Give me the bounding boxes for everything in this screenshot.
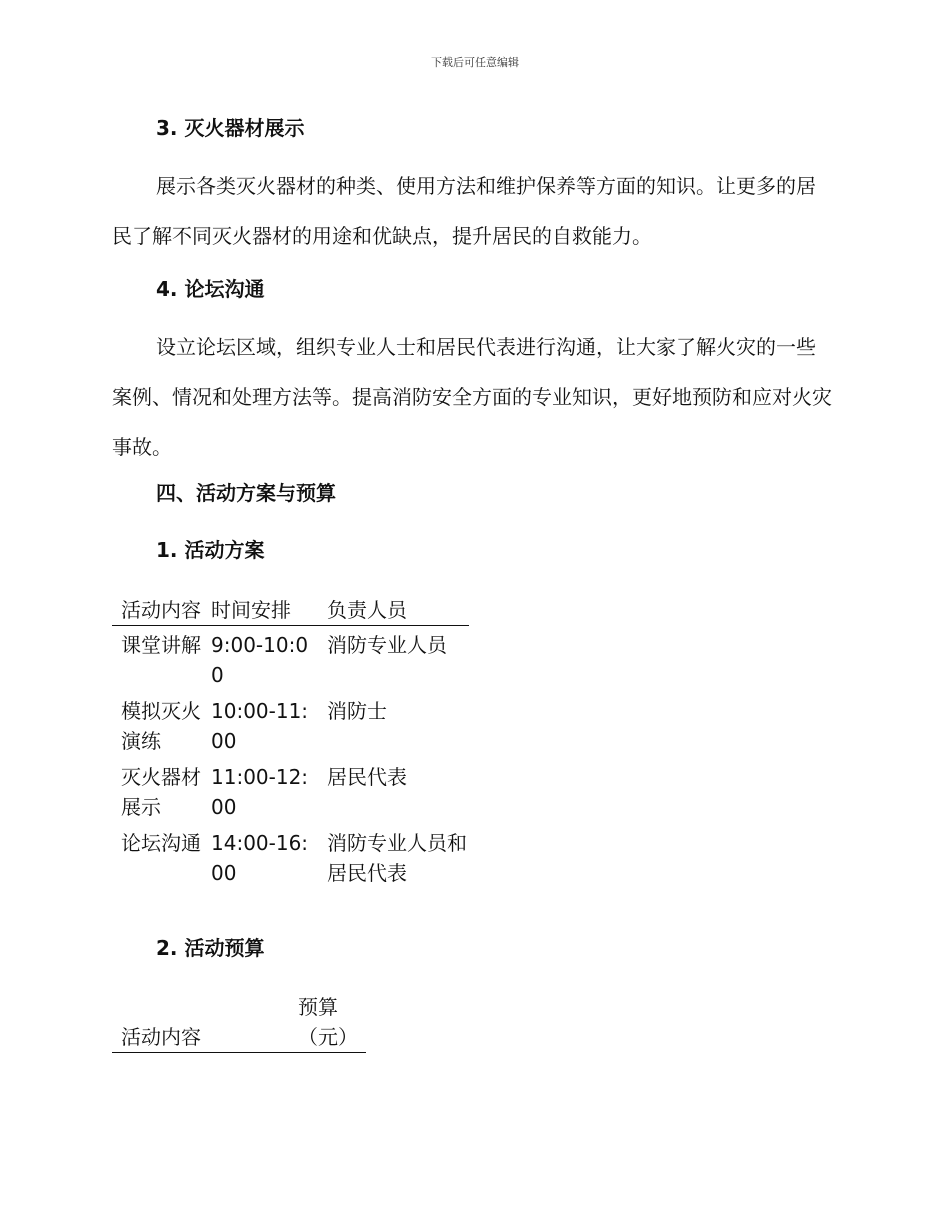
table-cell: 9:00-10:00 [211, 633, 309, 687]
column-header: 活动内容 [121, 598, 201, 622]
table-cell: 课堂讲解 [121, 633, 201, 657]
section-heading-plan-budget: 四、活动方案与预算 [156, 481, 336, 505]
table-header-row [112, 595, 469, 626]
table-cell: 11:00-12:00 [211, 765, 309, 819]
section-heading-forum: 4. 论坛沟通 [156, 277, 265, 301]
column-header: 时间安排 [211, 598, 291, 622]
table-cell: 10:00-11:00 [211, 699, 309, 753]
table-row [112, 824, 469, 890]
page-header: 下载后可任意编辑 [431, 56, 519, 69]
table-cell: 消防士 [327, 699, 387, 723]
table-cell: 模拟灭火演练 [121, 699, 201, 753]
table-cell: 灭火器材展示 [121, 765, 201, 819]
paragraph-extinguisher: 展示各类灭火器材的种类、使用方法和维护保养等方面的知识。让更多的居民了解不同灭火器材的用途和优缺点，提升居民的自救能力。 [112, 174, 816, 248]
column-header: 活动内容 [121, 1025, 201, 1049]
budget-heading: 2. 活动预算 [156, 936, 265, 960]
table-cell: 消防专业人员 [327, 633, 447, 657]
table-header-row [112, 992, 366, 1053]
table-cell: 论坛沟通 [121, 831, 201, 855]
table-row [112, 626, 469, 693]
table-cell: 居民代表 [327, 765, 407, 789]
table-cell: 消防专业人员和居民代表 [327, 831, 467, 885]
paragraph-forum: 设立论坛区域，组织专业人士和居民代表进行沟通，让大家了解火灾的一些案例、情况和处理方法等。提高消防安全方面的专业知识，更好地预防和应对火灾事故。 [112, 335, 832, 459]
table-row [112, 692, 469, 758]
section-heading-extinguisher: 3. 灭火器材展示 [156, 116, 305, 140]
table-cell: 14:00-16:00 [211, 831, 309, 885]
column-header: 预算（元） [298, 995, 358, 1049]
activity-plan-table [112, 595, 469, 890]
column-header: 负责人员 [327, 598, 407, 622]
table-row [112, 758, 469, 824]
activity-budget-table [112, 992, 366, 1053]
plan-heading: 1. 活动方案 [156, 538, 265, 562]
